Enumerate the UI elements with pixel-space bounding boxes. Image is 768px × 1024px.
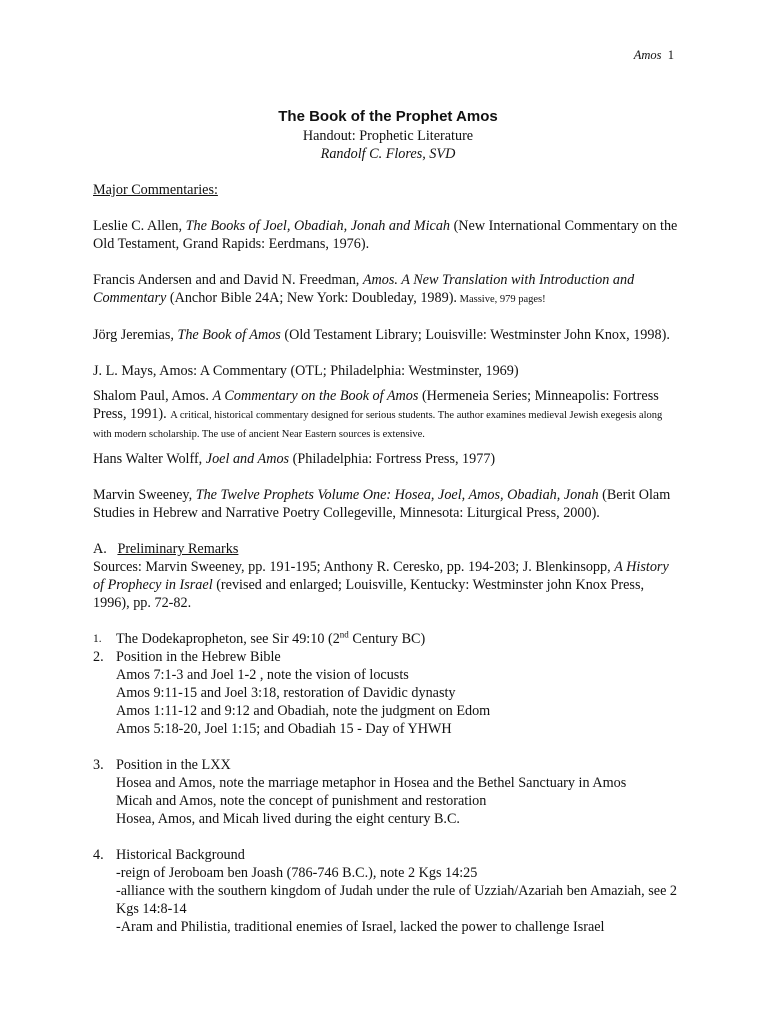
list-number: 2. bbox=[93, 649, 104, 665]
commentary-entry: Francis Andersen and and David N. Freedman, Amos. A New Translation with Introduction and Commentary (Anchor Bible 24A; New York: Doubleday, 1989). Massive, 979 pages! bbox=[93, 272, 635, 306]
commentary-entry: Shalom Paul, Amos. A Commentary on the Book of Amos (Hermeneia Series; Minneapolis: Fortress Press, 1991). A critical, historical commentary designed for serious students. The author examines medieval Jewish exegesis along with modern scholarship. The use of ancient Near Eastern sources is extensive. bbox=[93, 388, 663, 440]
list-number: 4. bbox=[93, 847, 104, 863]
commentary-entry: Marvin Sweeney, The Twelve Prophets Volume One: Hosea, Joel, Amos, Obadiah, Jonah (Berit Olam Studies in Hebrew and Narrative Poetry Collegeville, Minnesota: Liturgical Press, 2000). bbox=[93, 487, 671, 521]
list-item: 3. Position in the LXX Hosea and Amos, note the marriage metaphor in Hosea and the Bethel Sanctuary in Amos Micah and Amos, note the concept of punishment and restoration Hosea, Amos, and Micah lived during the eight century B.C. bbox=[93, 757, 627, 827]
commentary-entry: J. L. Mays, Amos: A Commentary (OTL; Philadelphia: Westminster, 1969) bbox=[93, 363, 519, 379]
commentaries-heading: Major Commentaries: bbox=[93, 182, 218, 198]
list-item: 1. The Dodekapropheton, see Sir 49:10 (2nd Century BC) bbox=[93, 629, 426, 647]
list-number: 3. bbox=[93, 757, 104, 773]
running-title: Amos bbox=[633, 48, 662, 62]
list-item: 2. Position in the Hebrew Bible Amos 7:1-3 and Joel 1-2 , note the vision of locusts Amos 9:11-15 and Joel 3:18, restoration of Davidic dynasty Amos 1:11-12 and 9:12 and Obadiah, note the judgment on Edom Amos 5:18-20, Joel 1:15; and Obadiah 15 - Day of YHWH bbox=[93, 649, 491, 737]
section-a-heading: A. Preliminary Remarks bbox=[93, 541, 239, 557]
commentary-note: A critical, historical commentary designed for serious students. The author examines medieval Jewish exegesis along with modern scholarship. The use of ancient Near Eastern sources is extensive. bbox=[93, 410, 663, 440]
document-subtitle: Handout: Prophetic Literature bbox=[302, 128, 474, 144]
commentary-entry: Leslie C. Allen, The Books of Joel, Obadiah, Jonah and Micah (New International Commentary on the Old Testament, Grand Rapids: Eerdmans, 1976). bbox=[93, 218, 678, 252]
numbered-list bbox=[93, 630, 683, 936]
document-body bbox=[93, 107, 683, 936]
document-author: Randolf C. Flores, SVD bbox=[320, 146, 456, 162]
list-item: 4. Historical Background -reign of Jeroboam ben Joash (786-746 B.C.), note 2 Kgs 14:25 -alliance with the southern kingdom of Judah under the rule of Uzziah/Azariah ben Amaziah, see 2 Kgs 14:8-14 -Aram and Philistia, traditional enemies of Israel, lacked the power to challenge Israel bbox=[93, 847, 678, 935]
page-number: 1 bbox=[667, 48, 674, 62]
commentary-entry: Jörg Jeremias, The Book of Amos (Old Testament Library; Louisville: Westminster John Knox, 1998). bbox=[93, 327, 670, 343]
commentary-entry: Hans Walter Wolff, Joel and Amos (Philadelphia: Fortress Press, 1977) bbox=[93, 451, 496, 467]
list-number: 1. bbox=[93, 633, 102, 645]
commentary-note: Massive, 979 pages! bbox=[456, 294, 546, 305]
page-header bbox=[634, 46, 674, 64]
section-a-sources: Sources: Marvin Sweeney, pp. 191-195; Anthony R. Ceresko, pp. 194-203; J. Blenkinsopp, A History of Prophecy in Israel (revised and enlarged; Louisville, Kentucky: Westminster john Knox Press, 1996), pp. 72-82. bbox=[93, 559, 669, 611]
document-title: The Book of the Prophet Amos bbox=[278, 108, 498, 125]
